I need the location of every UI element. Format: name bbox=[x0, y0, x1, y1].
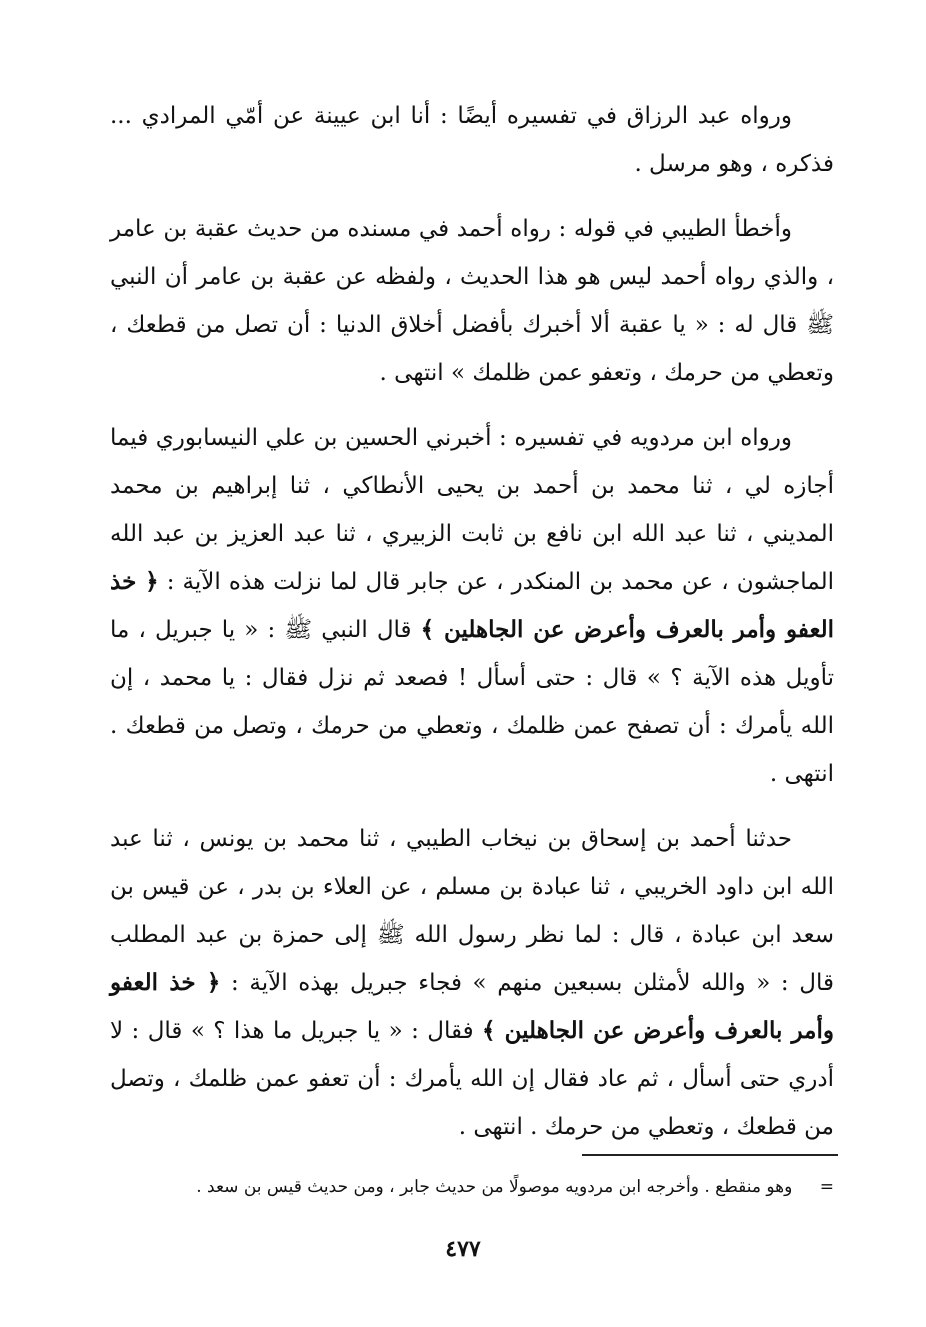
paragraph-1-text: ورواه عبد الرزاق في تفسيره أيضًا : أنا ابن عيينة عن أمّي المرادي ... فذكره ، وهو مرسل . bbox=[110, 103, 834, 177]
quran-verse-quote: ﴿ خذ العفو وأمر بالعرف وأعرض عن الجاهلين ﴾ bbox=[110, 568, 834, 643]
paragraph-3-text-a: ورواه ابن مردويه في تفسيره : أخبرني الحسين بن علي النيسابوري فيما أجازه لي ، ثنا محمد بن أحمد بن يحيى الأنطاكي ، ثنا إبراهيم بن محمد المديني ، ثنا عبد الله ابن نافع بن ثابت الزبيري ، ثنا عبد العزيز بن عبد الله الماجشون ، عن محمد بن المنكدر ، عن جابر قال لما نزلت هذه الآية : bbox=[110, 425, 834, 595]
footnote-separator bbox=[582, 1154, 838, 1156]
paragraph-1 bbox=[110, 92, 834, 188]
paragraph-2-text: وأخطأ الطيبي في قوله : رواه أحمد في مسنده من حديث عقبة بن عامر ، والذي رواه أحمد ليس هو هذا الحديث ، ولفظه عن عقبة بن عامر أن النبي ﷺ قال له : « يا عقبة ألا أخبرك بأفضل أخلاق الدنيا : أن تصل من قطعك ، وتعطي من حرمك ، وتعفو عمن ظلمك » انتهى . bbox=[110, 216, 834, 386]
paragraph-2 bbox=[110, 205, 834, 397]
paragraph-4-text-a: حدثنا أحمد بن إسحاق بن نيخاب الطيبي ، ثنا محمد بن يونس ، ثنا عبد الله ابن داود الخريبي ، ثنا عبادة بن مسلم ، عن العلاء بن بدر ، عن قيس بن سعد ابن عبادة ، قال : لما نظر رسول الله ﷺ إلى حمزة بن عبد المطلب قال : « والله لأمثلن بسبعين منهم » فجاء جبريل بهذه الآية : bbox=[110, 826, 834, 996]
paragraph-3-text-b: قال النبي ﷺ : « يا جبريل ، ما تأويل هذه الآية ؟ » قال : حتى أسأل ! فصعد ثم نزل فقال : يا محمد ، إن الله يأمرك : أن تصفح عمن ظلمك ، وتعطي من حرمك ، وتصل من قطعك . انتهى . bbox=[110, 617, 834, 787]
paragraph-4-text-b: فقال : « يا جبريل ما هذا ؟ » قال : لا أدري حتى أسأل ، ثم عاد فقال إن الله يأمرك : أن تعفو عمن ظلمك ، وتصل من قطعك ، وتعطي من حرمك . انتهى . bbox=[110, 1018, 834, 1140]
footnote-continuation-mark: = bbox=[819, 1177, 834, 1197]
page-number: ٤٧٧ bbox=[445, 1236, 481, 1262]
paragraph-3 bbox=[110, 414, 834, 798]
quran-verse-quote: ﴿ خذ العفو وأمر بالعرف وأعرض عن الجاهلين ﴾ bbox=[110, 969, 834, 1044]
footnote-text: وهو منقطع . وأخرجه ابن مردويه موصولًا من حديث جابر ، ومن حديث قيس بن سعد . bbox=[196, 1177, 793, 1197]
paragraph-4 bbox=[110, 815, 834, 1151]
footnote bbox=[110, 1174, 834, 1200]
main-text bbox=[110, 92, 834, 1168]
